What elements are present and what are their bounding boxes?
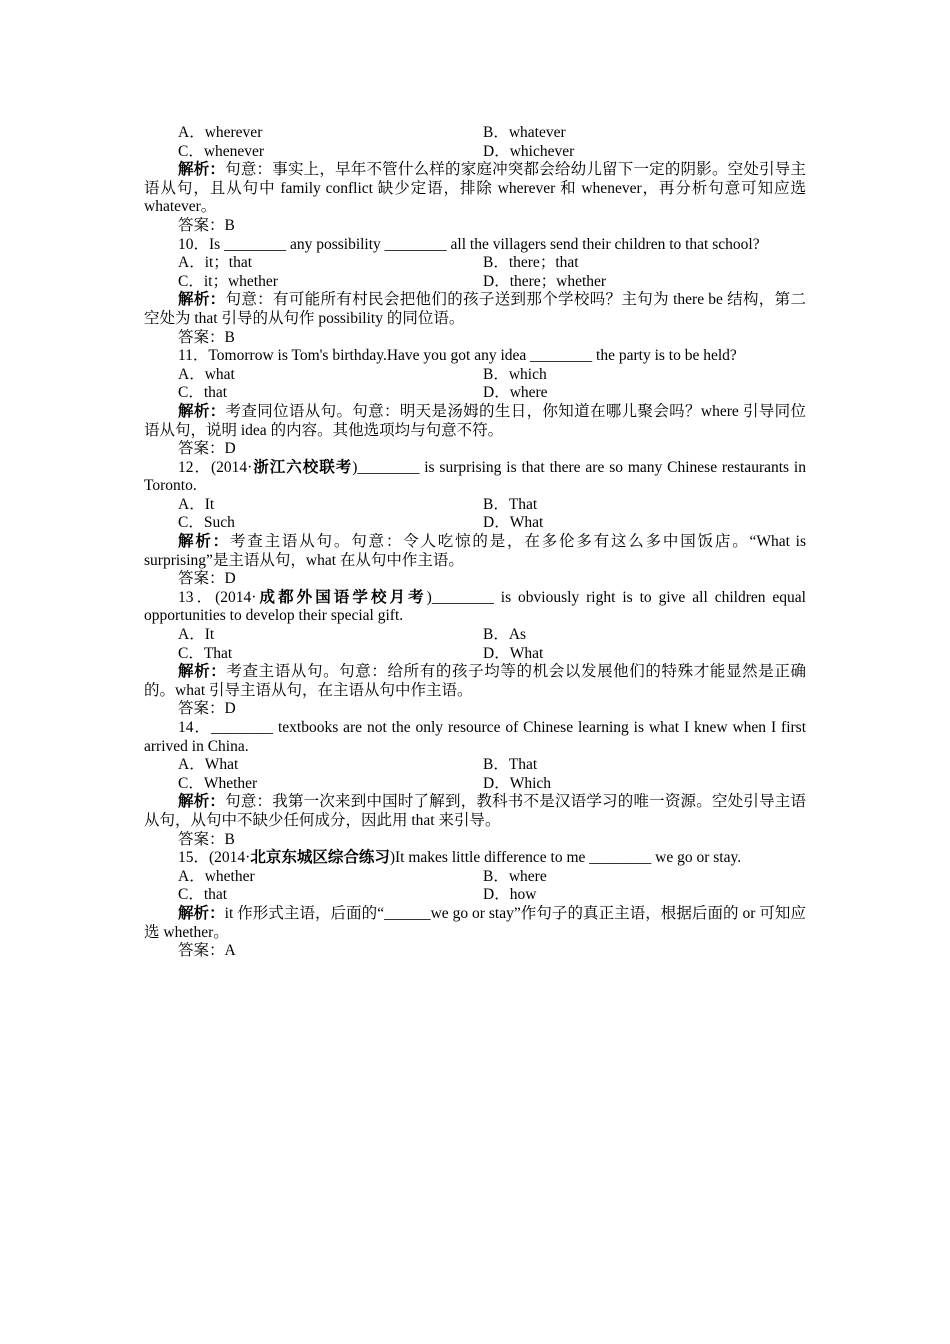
q9-options-row1: [144, 124, 806, 143]
q14-option-c[interactable]: C．Whether: [178, 774, 258, 792]
q10-explanation-text: 句意：有可能所有村民会把他们的孩子送到那个学校吗？主句为 there be 结构，第二空处为 that 引导的从句作 possibility 的同位语。: [144, 291, 806, 327]
q13-options-row1: [144, 626, 806, 645]
q9-option-b[interactable]: B．whatever: [483, 124, 566, 141]
q14-stem: 14．________ textbooks are not the only resource of Chinese learning is what I knew when I first arrived in China.: [144, 719, 806, 755]
q14-explanation: [144, 793, 806, 830]
q13-option-c[interactable]: C．That: [178, 644, 233, 662]
q15-stem-prefix: 15．(2014·: [178, 849, 251, 867]
q12-stem: [144, 459, 806, 496]
q12-explanation-text: 考查主语从句。句意：令人吃惊的是，在多伦多有这么多中国饭店。“What is surprising”是主语从句，what 在从句中作主语。: [144, 533, 806, 569]
q11-answer: 答案：D: [178, 440, 236, 458]
q15-option-a[interactable]: A．whether: [178, 867, 255, 885]
q11-stem: 11．Tomorrow is Tom's birthday.Have you got any idea ________ the party is to be held?: [178, 347, 737, 365]
q13-option-a[interactable]: A．It: [178, 626, 215, 644]
q11-explanation: [144, 403, 806, 440]
q10-option-d[interactable]: D．there；whether: [483, 272, 607, 290]
q15-options-row1: [144, 868, 806, 887]
q13-options-row2: [144, 645, 806, 664]
q10-option-b[interactable]: B．there；that: [483, 254, 579, 272]
q10-option-c[interactable]: C．it；whether: [178, 272, 278, 290]
q12-option-d[interactable]: D．What: [483, 514, 544, 532]
document-page: [144, 124, 806, 961]
q11-explanation-label: 解析：: [178, 402, 226, 420]
q13-source: 成都外国语学校月考: [256, 588, 427, 606]
q15-stem-text: )It makes little difference to me ________ we go or stay.: [389, 849, 742, 867]
q14-options-row1: [144, 756, 806, 775]
q12-answer: 答案：D: [178, 570, 236, 588]
q9-options-row2: [144, 143, 806, 162]
q12-stem-prefix: 12．(2014·: [178, 458, 253, 476]
q9-explanation: [144, 161, 806, 217]
q9-option-d[interactable]: D．whichever: [483, 142, 575, 160]
q10-explanation: [144, 291, 806, 328]
q15-option-d[interactable]: D．how: [483, 886, 537, 904]
q9-option-c[interactable]: C．whenever: [178, 142, 265, 160]
q14-option-d[interactable]: D．Which: [483, 774, 552, 792]
q14-option-a[interactable]: A．What: [178, 756, 239, 774]
q11-option-d[interactable]: D．where: [483, 384, 548, 402]
q11-options-row2: [144, 384, 806, 403]
q10-option-a[interactable]: A．it；that: [178, 254, 253, 272]
q13-option-b[interactable]: B．As: [483, 626, 527, 644]
q13-explanation-label: 解析：: [178, 663, 227, 681]
q10-options-row1: [144, 254, 806, 273]
q12-option-b[interactable]: B．That: [483, 495, 538, 513]
q12-stem-text: )________ is surprising is that there are so many Chinese restaurants in Toronto.: [144, 458, 806, 495]
q12-explanation-label: 解析：: [178, 533, 230, 551]
q12-options-row1: [144, 496, 806, 515]
q11-option-b[interactable]: B．which: [483, 365, 547, 383]
q11-option-a[interactable]: A．what: [178, 365, 235, 383]
q15-option-c[interactable]: C．that: [178, 886, 228, 904]
q14-options-row2: [144, 775, 806, 794]
q11-explanation-text: 考查同位语从句。句意：明天是汤姆的生日，你知道在哪儿聚会吗？where 引导同位语从句，说明 idea 的内容。其他选项均与句意不符。: [144, 402, 806, 439]
q10-stem: 10．Is ________ any possibility ________ all the villagers send their children to that school?: [178, 235, 760, 253]
q12-option-a[interactable]: A．It: [178, 495, 215, 513]
q11-options-row1: [144, 366, 806, 385]
q14-explanation-label: 解析：: [178, 793, 226, 811]
q11-option-c[interactable]: C．that: [178, 384, 228, 402]
q12-option-c[interactable]: C．Such: [178, 514, 235, 532]
q13-option-d[interactable]: D．What: [483, 644, 544, 662]
q14-answer: 答案：B: [178, 830, 235, 848]
q13-answer: 答案：D: [178, 700, 236, 718]
q13-explanation-text: 考查主语从句。句意：给所有的孩子均等的机会以发展他们的特殊才能显然是正确的。what 引导主语从句，在主语从句中作主语。: [144, 663, 806, 699]
q9-explanation-text: 句意：事实上，早年不管什么样的家庭冲突都会给幼儿留下一定的阴影。空处引导主语从句，且从句中 family conflict 缺少定语，排除 wherever 和 whenever，再分析句意可知应选 whatever。: [144, 161, 806, 216]
q10-options-row2: [144, 273, 806, 292]
q13-stem-text: )________ is obviously right is to give all children equal opportunities to develop their special gift.: [144, 588, 806, 625]
q14-explanation-text: 句意：我第一次来到中国时了解到，教科书不是汉语学习的唯一资源。空处引导主语从句，从句中不缺少任何成分，因此用 that 来引导。: [144, 793, 806, 829]
q12-options-row2: [144, 514, 806, 533]
q15-answer: 答案：A: [178, 942, 236, 960]
q15-explanation: [144, 905, 806, 942]
q15-explanation-text: it 作形式主语，后面的“______we go or stay”作句子的真正主语，根据后面的 or 可知应选 whether。: [144, 904, 806, 941]
q12-explanation: [144, 533, 806, 570]
q15-source: 北京东城区综合练习: [250, 849, 390, 867]
q15-stem: [144, 849, 806, 868]
q15-option-b[interactable]: B．where: [483, 867, 547, 885]
q9-answer: 答案：B: [178, 216, 235, 234]
q12-source: 浙江六校联考: [252, 458, 353, 476]
q10-explanation-label: 解析：: [178, 291, 226, 309]
q10-answer: 答案：B: [178, 328, 235, 346]
q14-option-b[interactable]: B．That: [483, 756, 538, 774]
q9-explanation-label: 解析：: [178, 161, 226, 179]
q13-stem: [144, 589, 806, 626]
q9-option-a[interactable]: A．wherever: [178, 124, 263, 141]
q13-explanation: [144, 663, 806, 700]
q15-explanation-label: 解析：: [178, 904, 225, 922]
q13-stem-prefix: 13．(2014·: [178, 588, 257, 606]
q15-options-row2: [144, 886, 806, 905]
